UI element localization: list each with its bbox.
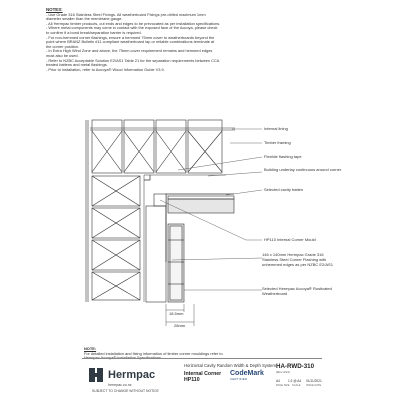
scale-label: SCALE: [292, 384, 301, 387]
codemark-text: CodeMark: [230, 370, 264, 377]
note-line: the corner position.: [46, 43, 80, 49]
note-line: diameter smaller than the membrane gauge.: [46, 16, 123, 22]
rusticated-weatherboard: [168, 199, 234, 213]
footer-note-line: For detailed installation and fixing information of timber corner mouldings refer to: [84, 350, 223, 356]
cavity-batten: [168, 196, 234, 199]
cavity-batten-left: [146, 206, 166, 302]
hermpac-mark-icon: [88, 367, 104, 383]
notes-heading: NOTES:: [46, 7, 63, 12]
note-line: - All Hermpac timber products, cut ends and edges to be prevocated as per installation specifications.: [46, 20, 221, 26]
callout-timber-framing: Timber framing: [264, 140, 291, 145]
brand-name: Hermpac: [108, 369, 156, 381]
footer-note-line: Hermpac Accoya® Installation Specifications.: [84, 355, 163, 361]
detail-name-line2: HP110: [184, 377, 200, 383]
note-line: - In Extra High Wind Zone and above, the 75mm cover requirement remains and hemmed edges: [46, 48, 213, 54]
system-title: Horizontal Cavity Random Width & Depth System: [184, 363, 276, 368]
note-line: point where BRANZ Bulletin #11 compliant weatherboard lap or reliable combinations terminate at: [46, 39, 215, 45]
callout-corner-flashing: 146 x 140mm Hermpac Grade 316 Stainless Steel Corner Flashing with unhemmed edges as per NZBC E2/AS1: [262, 253, 333, 267]
callout-internal-lining: Internal lining: [264, 126, 288, 131]
callout-weatherboard: Selected Hermpac Accoya® Rusticated Weatherboard: [262, 287, 332, 296]
codemark-sub: CERTIFIED: [230, 377, 248, 381]
note-line: - For non-hemmed corner flashings, ensure a hemmed 75mm cover to weatherboards beyond the: [46, 34, 215, 40]
codemark-logo: [230, 370, 264, 381]
page-size: A4: [276, 379, 280, 383]
footer-note-heading: NOTE:: [84, 346, 97, 351]
note-line: must also be used.: [46, 52, 79, 58]
issue-date-label: ISSUE DATE: [306, 384, 322, 387]
callout-corner-mould: HP110 Internal Corner Mould: [264, 237, 316, 242]
callout-building-underlay: [264, 167, 342, 172]
page-size-label: PAGE SIZE: [276, 384, 290, 387]
drawing-code-sub: (Rev.4/14): [276, 370, 290, 374]
note-line: - Where metal components may come in contact with the exposed face of the Accoya, please check: [46, 25, 218, 31]
note-line: - Use Grade 316 Stainless Steel Fixings. All weatherboard Fixings pre-drilled maximum 1mm: [46, 11, 206, 17]
callout-cavity-batten: Selected cavity batten: [264, 187, 304, 192]
dimension-18-5mm: 18.5mm: [169, 311, 184, 316]
note-line: treated battens and metal flashings.: [46, 62, 108, 68]
title-block: [82, 355, 322, 399]
callout-corner-flashing-box: [262, 253, 336, 279]
callout-flashing-tape: Flexible flashing tape: [264, 154, 302, 159]
note-line: - Prior to installation, refer to Accoya® Wood Information Guide V3.9.: [46, 66, 165, 72]
callout-weatherboard-box: [262, 287, 332, 301]
drawing-code: HA-RWD-310: [276, 363, 315, 370]
cladding-assembly: [146, 194, 234, 302]
issue-date: 01/11/2021: [306, 379, 322, 383]
disclaimer: SUBJECT TO CHANGE WITHOUT NOTICE: [92, 389, 159, 393]
flexible-flashing-tape: [144, 175, 150, 180]
note-line: - Refer to NZBC Acceptable Solution E2/AS1 Table 21 for the separation requirements between CCA: [46, 57, 220, 63]
detail-name-line1: Internal Corner: [184, 371, 222, 377]
brand-website: hermpac.co.nz: [108, 383, 132, 387]
note-line: to confirm if a bond break/separation barrier is required.: [46, 29, 142, 35]
detail-name: [184, 371, 221, 383]
callout-building-underlay-text: Building underlay continuous around corner: [264, 167, 342, 172]
dimension-28mm: 28mm: [174, 323, 186, 328]
scale-value: 1:2 @ A4: [288, 379, 302, 383]
